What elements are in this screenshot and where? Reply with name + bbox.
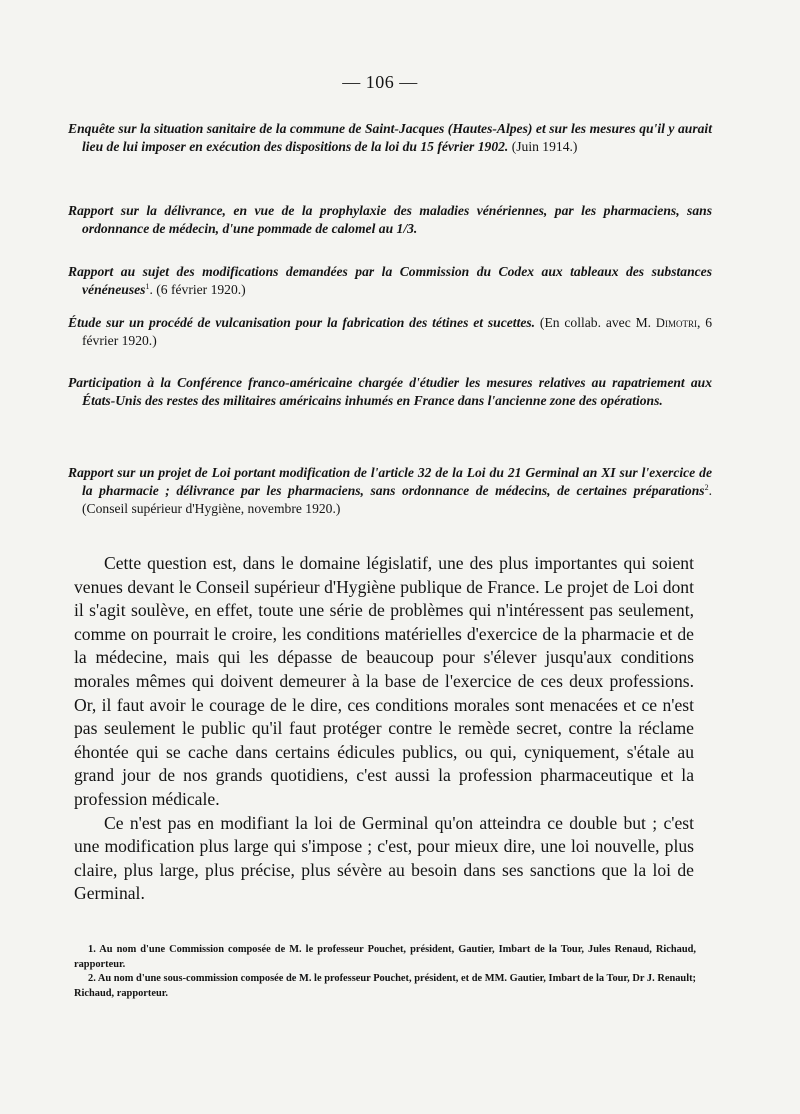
bibliography-entry [68,314,712,350]
entry-title: Rapport sur un projet de Loi portant modification de l'article 32 de la Loi du 21 Germinal an XI sur l'exercice de la pharmacie ; délivrance par les pharmaciens, sans ordonnance de médecins, de certaines préparations [68,465,712,498]
entry-note: (Juin 1914.) [508,139,578,154]
footnote: 1. Au nom d'une Commission composée de M. le professeur Pouchet, président, Gautier, Imbart de la Tour, Jules Renaud, Richaud, rapporteur. [74,944,696,970]
bibliography-entry [68,263,712,299]
bibliography-entry [68,374,712,410]
footnote-marker: 2 [704,483,709,492]
body-text [74,552,694,906]
entry-note: . (6 février 1920.) [149,282,246,297]
entry-title: Rapport sur la délivrance, en vue de la prophylaxie des maladies vénériennes, par les pharmaciens, sans ordonnance de médecin, d'une pommade de calomel au 1/3. [68,203,712,236]
entry-note: . (Conseil supérieur d'Hygiène, novembre 1920.) [82,483,712,516]
bibliography-entry [68,202,712,238]
entry-title: Participation à la Conférence franco-américaine chargée d'étudier les mesures relatives au rapatriement aux États-Unis des restes des militaires américains inhumés en France dans l'ancienne zone des opérations. [68,375,712,408]
body-paragraph: Ce n'est pas en modifiant la loi de Germinal qu'on atteindra ce double but ; c'est une modification plus large qui s'impose ; c'est, pour mieux dire, une loi nouvelle, plus claire, plus large, plus précise, plus sévère au besoin dans ses sanctions que la loi de Germinal. [74,812,694,904]
entry-title: Étude sur un procédé de vulcanisation pour la fabrication des tétines et sucettes. [68,315,536,330]
bibliography-entry [68,120,712,156]
footnote: 2. Au nom d'une sous-commission composée de M. le professeur Pouchet, président, et de MM. Gautier, Imbart de la Tour, Dr J. Renault; Richaud, rapporteur. [74,973,696,999]
entry-note-end: , 6 février 1920.) [82,315,712,348]
entry-title: Rapport au sujet des modifications demandées par la Commission du Codex aux tableaux des substances vénéneuses [68,264,712,297]
body-paragraph: Cette question est, dans le domaine législatif, une des plus importantes qui soient venues devant le Conseil supérieur d'Hygiène publique de France. Le projet de Loi dont il s'agit soulève, en effet, toute une série de problèmes qui n'intéressent pas seulement, comme on pourrait le croire, les conditions matérielles d'exercice de la pharmacie et de la médecine, mais qui les dépasse de beaucoup pour s'élever jusqu'aux conditions morales mêmes qui doivent demeurer à la base de l'exercice de ces deux professions. Or, il faut avoir le courage de le dire, ces conditions morales sont menacées et ce n'est pas seulement le public qu'il faut protéger contre le remède secret, contre la réclame éhontée qui se cache dans certains édicules publics, ou qui, cyniquement, s'étale au grand jour de nos grands quotidiens, c'est aussi la profession pharmaceutique et la profession médicale. [74,553,694,809]
footnote-marker: 1 [145,282,150,291]
author-name: Dimotri [655,316,697,330]
page-number: — 106 — [342,72,418,92]
footnotes [74,943,696,1001]
entry-note: (En collab. avec M. [535,315,656,330]
bibliography-entry [68,464,712,518]
entry-title: Enquête sur la situation sanitaire de la commune de Saint-Jacques (Hautes-Alpes) et sur les mesures qu'il y aurait lieu de lui imposer en exécution des dispositions de la loi du 15 février 1902. [68,121,712,154]
